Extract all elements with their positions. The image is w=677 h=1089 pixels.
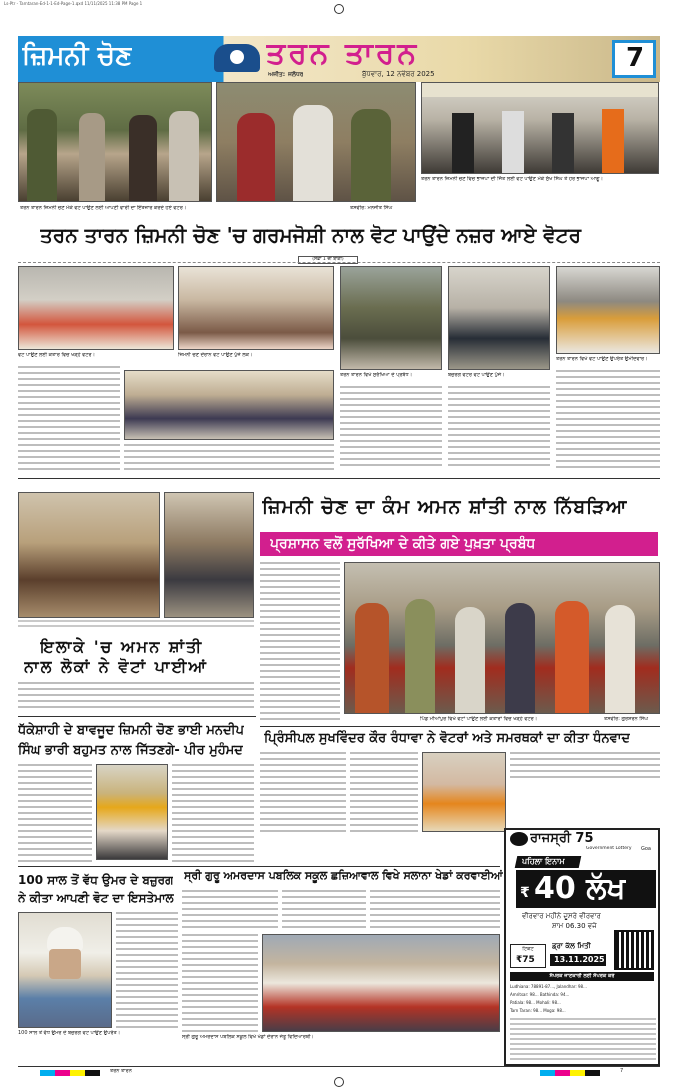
story6-headline-line2: ਨੇ ਕੀਤਾ ਆਪਣੀ ਵੋਟ ਦਾ ਇਸਤੇਮਾਲ: [18, 891, 174, 905]
story2-photo-caption: ਪਿੰਡ ਮੀਆਂਪੁਰ ਵਿਖੇ ਵੋਟਾਂ ਪਾਉਣ ਲਈ ਕਤਾਰਾਂ ਵਿਚ ਖੜ੍ਹੇ ਵੋਟਰ।: [420, 716, 538, 722]
story6-body: [116, 912, 178, 1028]
top-photo-caption-1: ਤਰਨ ਤਾਰਨ ਜ਼ਿਮਨੀ ਚੋਣ ਮੌਕੇ ਵੋਟ ਪਾਉਣ ਲਈ ਆਪਣੀ ਵਾਰੀ ਦਾ ਇੰਤਜ਼ਾਰ ਕਰਦੇ ਹੋਏ ਵੋਟਰ।: [20, 205, 187, 211]
registration-mark-bottom: [334, 1077, 344, 1087]
print-slug: Ls-Ptr - Tarntaran-Ed-1-1-Ed-Page-1.qxd 11/11/2025 11:38 PM Page 1: [4, 1, 143, 6]
ad-prize-label: ਪਹਿਲਾ ਇਨਾਮ: [522, 857, 565, 866]
story2-headline: ਜ਼ਿਮਨੀ ਚੋਣ ਦਾ ਕੰਮ ਅਮਨ ਸ਼ਾਂਤੀ ਨਾਲ ਨਿੱਬੜਿਆ: [262, 496, 628, 518]
ad-ticket-label: ਟਿਕਟ: [522, 946, 534, 952]
color-bar-right: [540, 1070, 600, 1076]
body-text-row2-1: [18, 366, 120, 474]
footer-page-ref: 7: [620, 1068, 624, 1074]
top-photo-caption-2: ਤਸਵੀਰ: ਮਨਜੀਤ ਸਿੰਘ: [350, 205, 393, 211]
issue-date: ਬੁੱਧਵਾਰ, 12 ਨਵੰਬਰ 2025: [362, 70, 435, 78]
photo-voters-elderly: [216, 82, 416, 202]
ad-draw-date: 13.11.2025: [554, 955, 605, 964]
story7-body-1: [182, 890, 278, 932]
story5-body-2: [350, 752, 418, 832]
story2-subhead: ਪ੍ਰਸ਼ਾਸਨ ਵਲੋਂ ਸੁਰੱਖਿਆ ਦੇ ਕੀਤੇ ਗਏ ਪੁਖ਼ਤਾ ਪ੍ਰਬੰਧ: [270, 536, 536, 552]
photo-row2-c: [340, 266, 442, 370]
photo-row2-a: [18, 266, 174, 350]
ad-brand-sub: Government Lottery: [586, 846, 632, 851]
story6-headline-line1: 100 ਸਾਲ ਤੋਂ ਵੱਧ ਉਮਰ ਦੇ ਬਜ਼ੁਰਗ: [18, 873, 174, 887]
divider: [182, 866, 500, 867]
row2-caption-b: ਜ਼ਿਮਨੀ ਚੋਣ ਦੌਰਾਨ ਵੋਟ ਪਾਉਣ ਪੁੱਜੇ ਲੋਕ।: [178, 352, 253, 358]
story7-body-4: [182, 934, 258, 1032]
story5-headline: ਪ੍ਰਿੰਸੀਪਲ ਸੁਖਵਿੰਦਰ ਕੌਰ ਰੰਧਾਵਾ ਨੇ ਵੋਟਰਾਂ ਅਤੇ ਸਮਰਥਕਾਂ ਦਾ ਕੀਤਾ ਧੰਨਵਾਦ: [264, 731, 631, 746]
city-title: ਤਰਨ ਤਾਰਨ: [266, 36, 420, 71]
ad-brand-badge: Goa: [641, 846, 651, 852]
ad-prize-amount: 40 ਲੱਖ: [534, 871, 626, 906]
row2-caption-c: ਤਰਨ ਤਾਰਨ ਵਿਖੇ ਸੁਰੱਖਿਆ ਦੇ ਪ੍ਰਬੰਧ।: [340, 372, 413, 378]
row2-caption-e: ਤਰਨ ਤਾਰਨ ਵਿਖੇ ਵੋਟ ਪਾਉਣ ਉਪਰੰਤ ਉਮੀਦਵਾਰ।: [556, 356, 648, 362]
photo-booth-b: [164, 492, 254, 618]
registration-mark-top: [334, 4, 344, 14]
photo-school-sports: [262, 934, 500, 1032]
story7-body-3: [370, 890, 500, 932]
story2-photo-credit: ਤਸਵੀਰ: ਗੁਰਸ਼ਰਨ ਸਿੰਘ: [604, 716, 648, 722]
ad-brand: ਰਾਜਸ੍ਰੀ 75: [530, 831, 594, 846]
body-text-row2-2: [124, 444, 334, 472]
footer-rule: [18, 1066, 660, 1067]
body-text-row2-5: [556, 370, 660, 470]
divider: [18, 262, 660, 263]
story7-headline: ਸ੍ਰੀ ਗੁਰੂ ਅਮਰਦਾਸ ਪਬਲਿਕ ਸਕੂਲ ਛਜ਼ਿਆਵਾਲ ਵਿਖੇ ਸਲਾਨਾ ਖੇਡਾਂ ਕਰਵਾਈਆਂ: [184, 869, 503, 882]
body-text-row2-3: [340, 386, 442, 466]
photo-principal: [422, 752, 506, 832]
voting-machine-icon: [214, 44, 260, 72]
divider: [18, 716, 256, 717]
ad-draw-date-label: ਡ੍ਰਾ ਕੱਲ ਮਿਤੀ: [552, 942, 591, 950]
photo-pir-muhammad: [96, 764, 168, 860]
ad-logo-icon: [510, 832, 528, 846]
photo-row2-f: [124, 370, 334, 440]
divider: [18, 478, 660, 479]
ad-qr-code: [614, 930, 654, 970]
ad-currency: ₹: [520, 885, 530, 901]
edition: ਜਲੰਧਰ: [288, 71, 304, 78]
story4-body-left: [18, 764, 92, 864]
story2-body: [260, 562, 340, 720]
photo-voters-queue: [18, 82, 212, 202]
photo-row2-e: [556, 266, 660, 354]
ad-draw-time: ਸ਼ਾਮ 06.30 ਵਜੇ: [552, 922, 597, 930]
story4-headline-line2: ਸਿੰਘ ਭਾਰੀ ਬਹੁਮਤ ਨਾਲ ਜਿੱਤਣਗੇ- ਪੀਰ ਮੁਹੰਮਦ: [18, 743, 243, 758]
story7-caption: ਸ੍ਰੀ ਗੁਰੂ ਅਮਰਦਾਸ ਪਬਲਿਕ ਸਕੂਲ ਵਿਖੇ ਖੇਡਾਂ ਦੌਰਾਨ ਜੇਤੂ ਵਿਦਿਆਰਥੀ।: [182, 1034, 314, 1040]
story5-body-1: [260, 752, 346, 832]
body-text-row2-4: [448, 386, 550, 466]
story3-body: [18, 682, 254, 712]
booth-caption: [18, 620, 254, 630]
ad-footer-line-1: Ludhiana: 78891-87..., Jalandhar: 98...: [510, 984, 587, 989]
photo-row2-b: [178, 266, 334, 350]
story5-body-3: [510, 752, 660, 778]
edition-label: ਅਜੀਤ:: [268, 71, 286, 78]
ad-footer-title: ਸੰਪਰਕ ਜਾਣਕਾਰੀ ਲਈ ਸੰਪਰਕ ਕਰੋ: [549, 973, 615, 979]
story4-headline-line1: ਧੱਕੇਸ਼ਾਹੀ ਦੇ ਬਾਵਜੂਦ ਜ਼ਿਮਨੀ ਚੋਣ ਭਾਈ ਮਨਦੀਪ: [18, 723, 244, 738]
story3-headline-line1: ਇਲਾਕੇ 'ਚ ਅਮਨ ਸ਼ਾਂਤੀ: [40, 637, 204, 656]
ad-draw-days: ਵੀਰਵਾਰ ਮਹੀਨੇ ਦੂਸਰੇ ਵੀਰਵਾਰ: [522, 912, 601, 920]
photo-booth-a: [18, 492, 160, 618]
row2-caption-a: ਵੋਟ ਪਾਉਣ ਲਈ ਕਤਾਰ ਵਿਚ ਖੜ੍ਹੇ ਵੋਟਰ।: [18, 352, 95, 358]
ad-fine-print: [510, 1018, 656, 1062]
photo-bjp-leaders: [421, 82, 659, 174]
page-number: 7: [626, 43, 645, 73]
ad-footer-line-2: Amritsar: 98... Bathinda: 94...: [510, 992, 570, 997]
story7-body-2: [282, 890, 366, 932]
photo-elderly-voter: [18, 912, 112, 1028]
main-headline: ਤਰਨ ਤਾਰਨ ਜ਼ਿਮਨੀ ਚੋਣ 'ਚ ਗਰਮਜੋਸ਼ੀ ਨਾਲ ਵੋਟ ਪਾਉਂਦੇ ਨਜ਼ਰ ਆਏ ਵੋਟਰ: [40, 223, 581, 247]
photo-voter-line: [344, 562, 660, 714]
story4-body-right: [172, 764, 254, 864]
photo-row2-d: [448, 266, 550, 370]
color-bar-left: [40, 1070, 100, 1076]
footer-folio: ਤਰਨ ਤਾਰਨ: [110, 1068, 132, 1074]
story6-caption: 100 ਸਾਲ ਤੋਂ ਵੱਧ ਉਮਰ ਦੇ ਬਜ਼ੁਰਗ ਵੋਟ ਪਾਉਣ ਉਪਰੰਤ।: [18, 1030, 121, 1036]
section-title: ਜ਼ਿਮਨੀ ਚੋਣ: [22, 41, 133, 71]
top-photo-caption-3: ਤਰਨ ਤਾਰਨ ਜ਼ਿਮਨੀ ਚੋਣ ਵਿਚ ਭਾਜਪਾ ਦੀ ਜਿੱਤ ਲਈ ਵੋਟ ਪਾਉਣ ਮੌਕੇ ਸੁੱਖ ਸਿੰਘ ਤੇ ਹੋਰ ਭਾਜਪਾ ਆਗੂ।: [421, 176, 603, 182]
row2-caption-d: ਬਜ਼ੁਰਗ ਵੋਟਰ ਵੋਟ ਪਾਉਣ ਪੁੱਜੇ।: [448, 372, 505, 378]
ad-footer-line-4: Tarn Taran: 98... Moga: 98...: [510, 1008, 566, 1013]
ad-footer-line-3: Patiala: 98... Mohali: 98...: [510, 1000, 561, 1005]
story3-headline-line2: ਨਾਲ ਲੋਕਾਂ ਨੇ ਵੋਟਾਂ ਪਾਈਆਂ: [24, 657, 208, 676]
divider: [260, 726, 660, 727]
ad-ticket-price: ₹75: [516, 955, 535, 965]
continued-tag: (ਸਫ਼ਾ 1 ਦੀ ਬਾਕੀ): [298, 256, 358, 264]
